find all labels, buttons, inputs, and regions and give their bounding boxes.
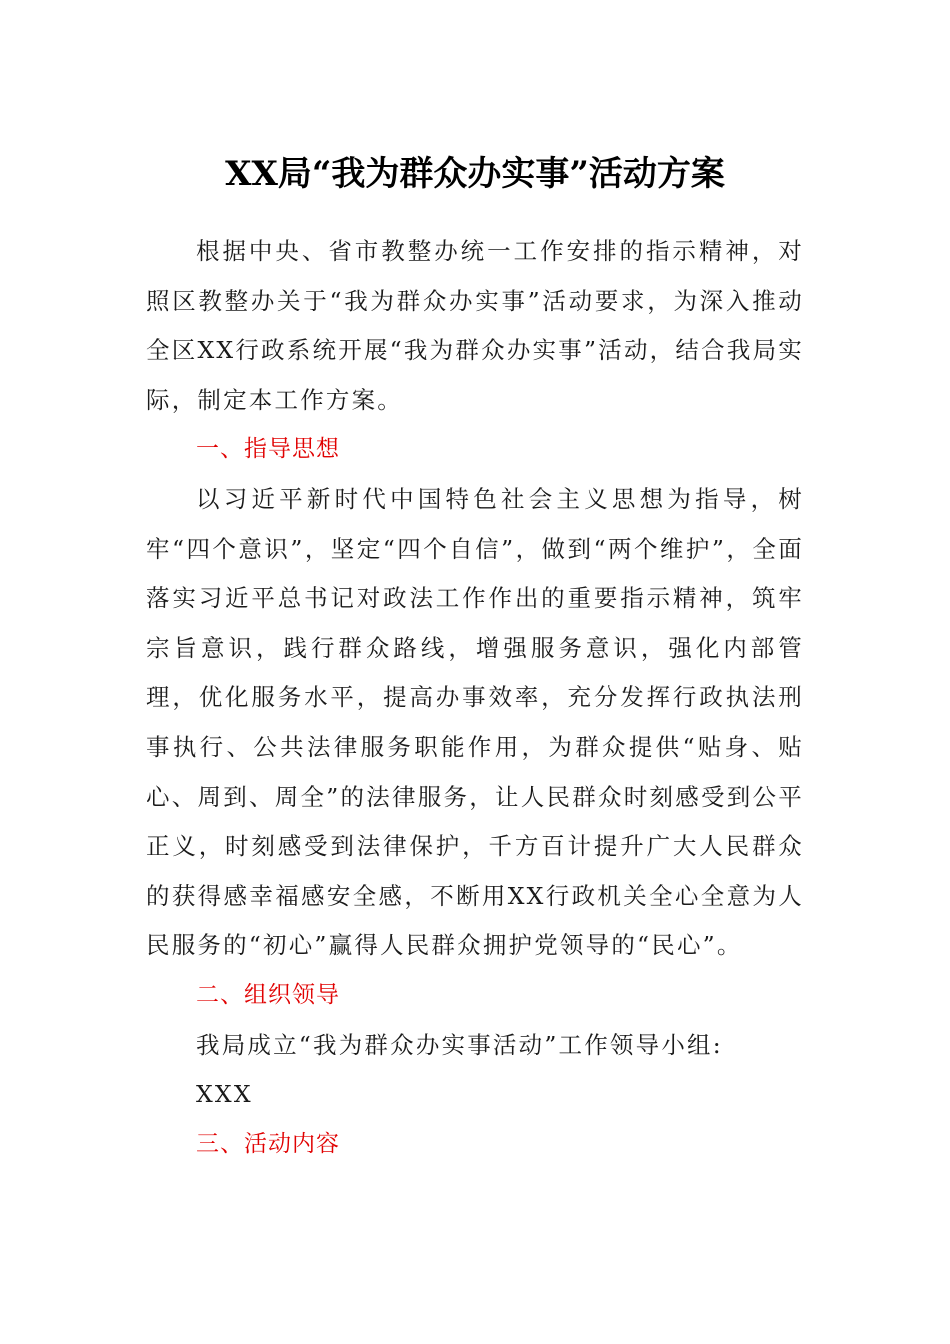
document-title: XX局“我为群众办实事”活动方案 — [225, 154, 725, 194]
guiding-ideology-paragraph: 以习近平新时代中国特色社会主义思想为指导，树牢“四个意识”，坚定“四个自信”，做到“两个维护”，全面落实习近平总书记对政法工作作出的重要指示精神，筑牢宗旨意识，践行群众路线，增强服务意识，强化内部管理，优化服务水平，提高办事效率，充分发挥行政执法刑事执行、公共法律服务职能作用，为群众提供“贴身、贴心、周到、周全”的法律服务，让人民群众时刻感受到公平正义，时刻感受到法律保护，千方百计提升广大人民群众的获得感幸福感安全感，不断用XX行政机关全心全意为人民服务的“初心”赢得人民群众拥护党领导的“民心”。 — [146, 484, 804, 960]
intro-paragraph: 根据中央、省市教整办统一工作安排的指示精神，对照区教整办关于“我为群众办实事”活动要求，为深入推动全区XX行政系统开展“我为群众办实事”活动，结合我局实际，制定本工作方案。 — [146, 237, 804, 414]
section-heading-guiding-ideology: 一、指导思想 — [196, 436, 340, 463]
organization-paragraph: 我局成立“我为群众办实事活动”工作领导小组: — [196, 1030, 723, 1059]
leader-name: XXX — [196, 1080, 253, 1109]
section-heading-organization: 二、组织领导 — [196, 981, 340, 1008]
section-heading-activity-content: 三、活动内容 — [196, 1130, 340, 1157]
document-body — [146, 227, 804, 1169]
